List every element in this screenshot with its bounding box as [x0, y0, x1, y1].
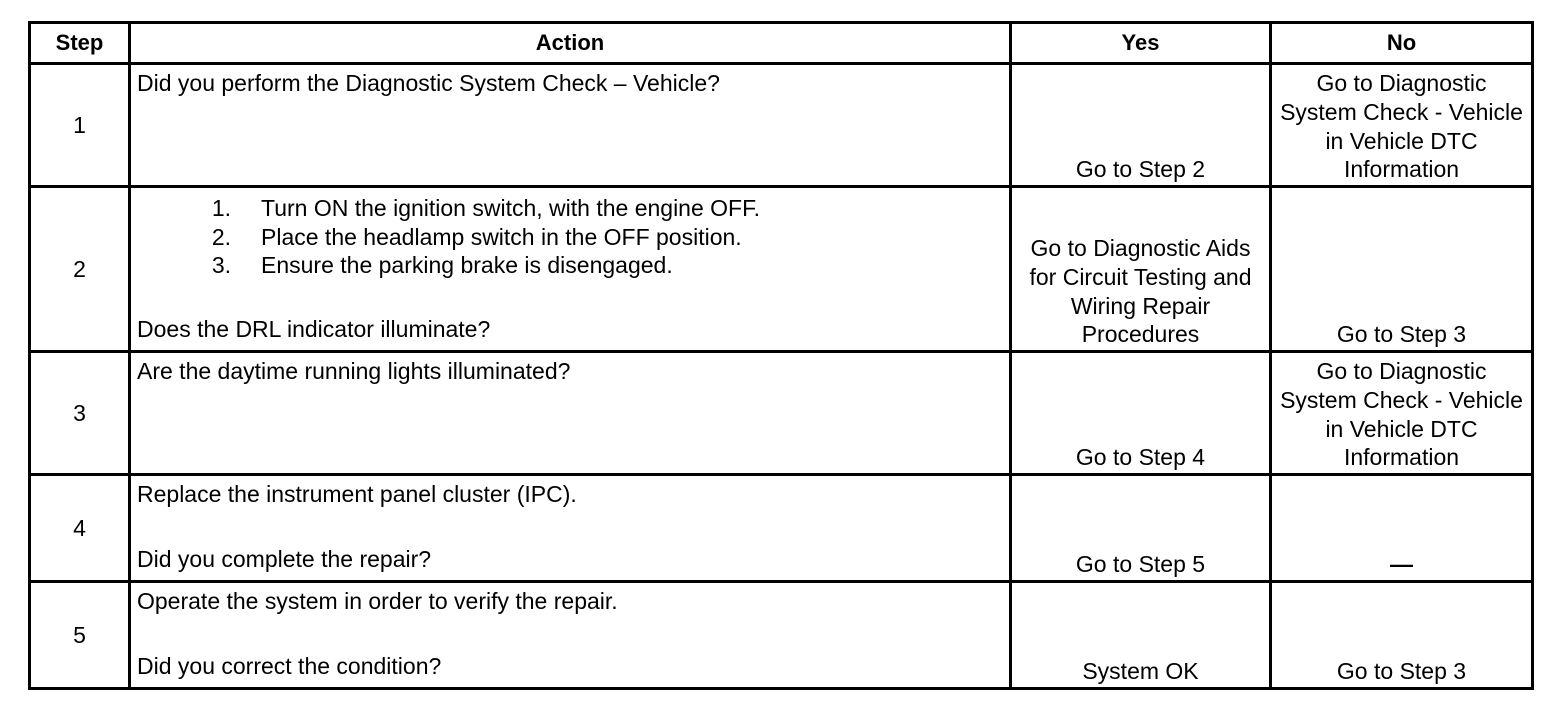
list-item — [137, 251, 1003, 280]
list-item-number: 3. — [211, 252, 231, 279]
table-row — [30, 582, 1533, 689]
header-step: Step — [30, 23, 130, 64]
list-item-number: 2. — [211, 223, 231, 250]
action-cell — [130, 475, 1011, 582]
action-question: Did you complete the repair? — [137, 546, 432, 573]
list-item-text: Turn ON the ignition switch, with the engine OFF. — [261, 195, 760, 221]
step-number: 1 — [30, 64, 130, 187]
list-item-text: Ensure the parking brake is disengaged. — [261, 252, 673, 279]
step-number: 4 — [30, 475, 130, 582]
header-no: No — [1271, 23, 1533, 64]
yes-result: Go to Step 4 — [1011, 352, 1271, 475]
action-step-list — [137, 194, 1003, 280]
no-result: — — [1271, 475, 1533, 582]
action-cell — [130, 187, 1011, 352]
yes-result: Go to Step 2 — [1011, 64, 1271, 187]
action-instruction: Replace the instrument panel cluster (IPC). — [137, 481, 577, 507]
step-number: 3 — [30, 352, 130, 475]
action-cell — [130, 64, 1011, 187]
action-question: Did you perform the Diagnostic System Check – Vehicle? — [137, 70, 720, 96]
diagnostic-table — [28, 21, 1534, 690]
step-number: 5 — [30, 582, 130, 689]
header-yes: Yes — [1011, 23, 1271, 64]
table-row — [30, 352, 1533, 475]
action-question: Does the DRL indicator illuminate? — [137, 316, 491, 343]
no-result: Go to Diagnostic System Check - Vehicle in Vehicle DTC Information — [1271, 352, 1533, 475]
list-item — [137, 223, 1003, 252]
action-question: Are the daytime running lights illuminated? — [137, 358, 571, 384]
table-row — [30, 187, 1533, 352]
action-question: Did you correct the condition? — [137, 653, 442, 680]
no-result: Go to Step 3 — [1271, 582, 1533, 689]
list-item-text: Place the headlamp switch in the OFF position. — [261, 223, 742, 250]
table-row — [30, 475, 1533, 582]
no-result: Go to Step 3 — [1271, 187, 1533, 352]
yes-result: Go to Step 5 — [1011, 475, 1271, 582]
yes-result: Go to Diagnostic Aids for Circuit Testing and Wiring Repair Procedures — [1011, 187, 1271, 352]
action-instruction: Operate the system in order to verify the repair. — [137, 588, 618, 614]
yes-result: System OK — [1011, 582, 1271, 689]
action-cell — [130, 352, 1011, 475]
list-item — [137, 194, 1003, 223]
list-item-number: 1. — [211, 195, 231, 221]
no-result: Go to Diagnostic System Check - Vehicle in Vehicle DTC Information — [1271, 64, 1533, 187]
header-action: Action — [130, 23, 1011, 64]
action-cell — [130, 582, 1011, 689]
table-row — [30, 64, 1533, 187]
step-number: 2 — [30, 187, 130, 352]
table-header-row — [30, 23, 1533, 64]
